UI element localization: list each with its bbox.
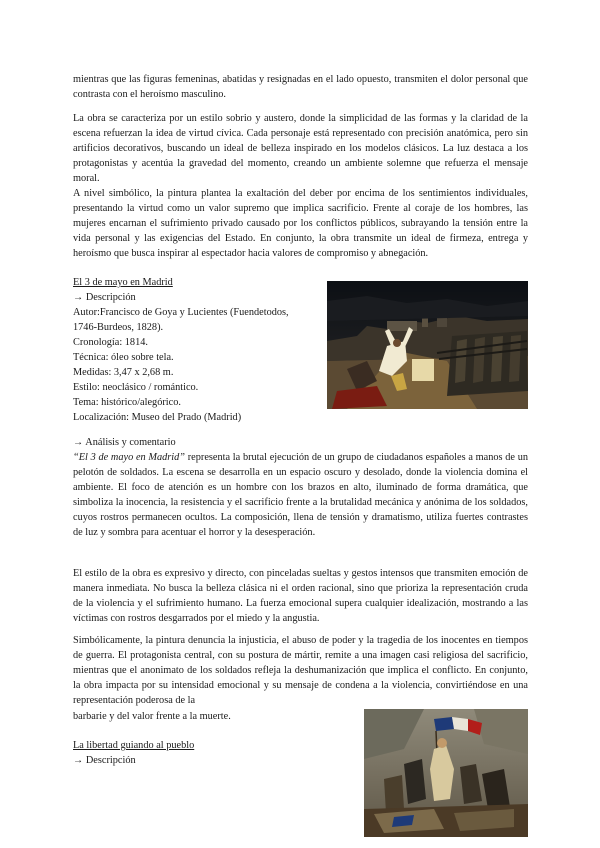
work1-analysis-label: → Análisis y comentario [73, 437, 176, 448]
work2-info [73, 738, 318, 768]
work1-dimensions: Medidas: 3,47 x 2,68 m. [73, 367, 174, 378]
work1-technique: Técnica: óleo sobre tela. [73, 352, 174, 363]
work1-author-line1: Autor:Francisco de Goya y Lucientes (Fuendetodos, [73, 307, 289, 318]
work1-symbolism-paragraph: Simbólicamente, la pintura denuncia la injusticia, el abuso de poder y la tragedia de los inocentes en tiempos de guerra. El protagonista central, con su postura de mártir, remite a una imagen casi religiosa del sacrificio, mientras que el anonimato de los soldados refleja la deshumanización que implica el conflicto. En conjunto, la obra impacta por su intensidad emocional y su mensaje de condena a la violencia, convirtiéndose en una representación poderosa de la [73, 635, 528, 706]
work1-quote-title: “El 3 de mayo en Madrid” [73, 452, 186, 463]
work1-author-line2: 1746-Burdeos, 1828). [73, 322, 164, 333]
work1-info [73, 275, 318, 425]
work1-style-paragraph: El estilo de la obra es expresivo y directo, con pinceladas sueltas y gestos intensos que transmiten emoción de manera inmediata. No busca la belleza clásica ni el orden racional, sino que prioriza la representación cruda de la violencia y el sufrimiento humano. La fuerza emocional supera cualquier idealización, mostrando a las víctimas con rostros desgarrados por el miedo y la angustia. [73, 568, 528, 624]
work1-theme: Tema: histórico/alegórico. [73, 397, 181, 408]
work2-description-label: → Descripción [73, 755, 136, 766]
painting-libertad-guiando-al-pueblo [364, 709, 528, 837]
paragraph-symbolism: A nivel simbólico, la pintura plantea la exaltación del deber por encima de los sentimientos individuales, presentando la virtud como un valor supremo que implica sacrificio. Frente al coraje de los hombres, las mujeres encarnan el sufrimiento privado causado por los conflictos públicos, subrayando la tensión entre la vida personal y las exigencias del Estado. En conjunto, la obra transmite un ideal de firmeza, entrega y heroísmo que busca inspirar al espectador hacia valores de compromiso y abnegación. [73, 188, 528, 259]
work1-symbolism-end: barbarie y del valor frente a la muerte. [73, 711, 231, 722]
work2-title: La libertad guiando al pueblo [73, 740, 195, 751]
paragraph-style: La obra se caracteriza por un estilo sobrio y austero, donde la simplicidad de las formas y la claridad de la escena refuerzan la idea de virtud cívica. Cada personaje está representado con precisión anatómica, pero sin artificios decorativos, buscando un ideal de belleza inspirado en los modelos clásicos. La luz destaca a los protagonistas y acentúa la gravedad del momento, creando un ambiente solemne que refuerza el mensaje moral. [73, 113, 528, 184]
work1-title: El 3 de mayo en Madrid [73, 277, 173, 288]
work1-analysis-body: representa la brutal ejecución de un grupo de ciudadanos españoles a manos de un pelotón de soldados. La escena se desarrolla en un espacio oscuro y desolado, donde la violencia domina el ambiente. El foco de atención es un hombre con los brazos en alto, iluminado de forma dramática, que simboliza la inocencia, la resistencia y el sacrificio frente a la brutalidad mecánica y anónima de los soldados, cuyos rostros permanecen ocultos. La composición, llena de tensión y dramatismo, utiliza fuertes contrastes de luz y sombra para acentuar el horror y la desesperación. [73, 452, 528, 538]
painting-3-de-mayo [327, 281, 528, 409]
work1-location: Localización: Museo del Prado (Madrid) [73, 412, 242, 423]
work1-analysis-text [73, 452, 528, 538]
work1-analysis [73, 435, 528, 540]
paragraph-intro: mientras que las figuras femeninas, abatidas y resignadas en el lado opuesto, transmiten el dolor personal que contrasta con el heroísmo masculino. [73, 74, 528, 100]
work1-chronology: Cronología: 1814. [73, 337, 148, 348]
work1-style: Estilo: neoclásico / romántico. [73, 382, 199, 393]
work1-description-label: → Descripción [73, 292, 136, 303]
